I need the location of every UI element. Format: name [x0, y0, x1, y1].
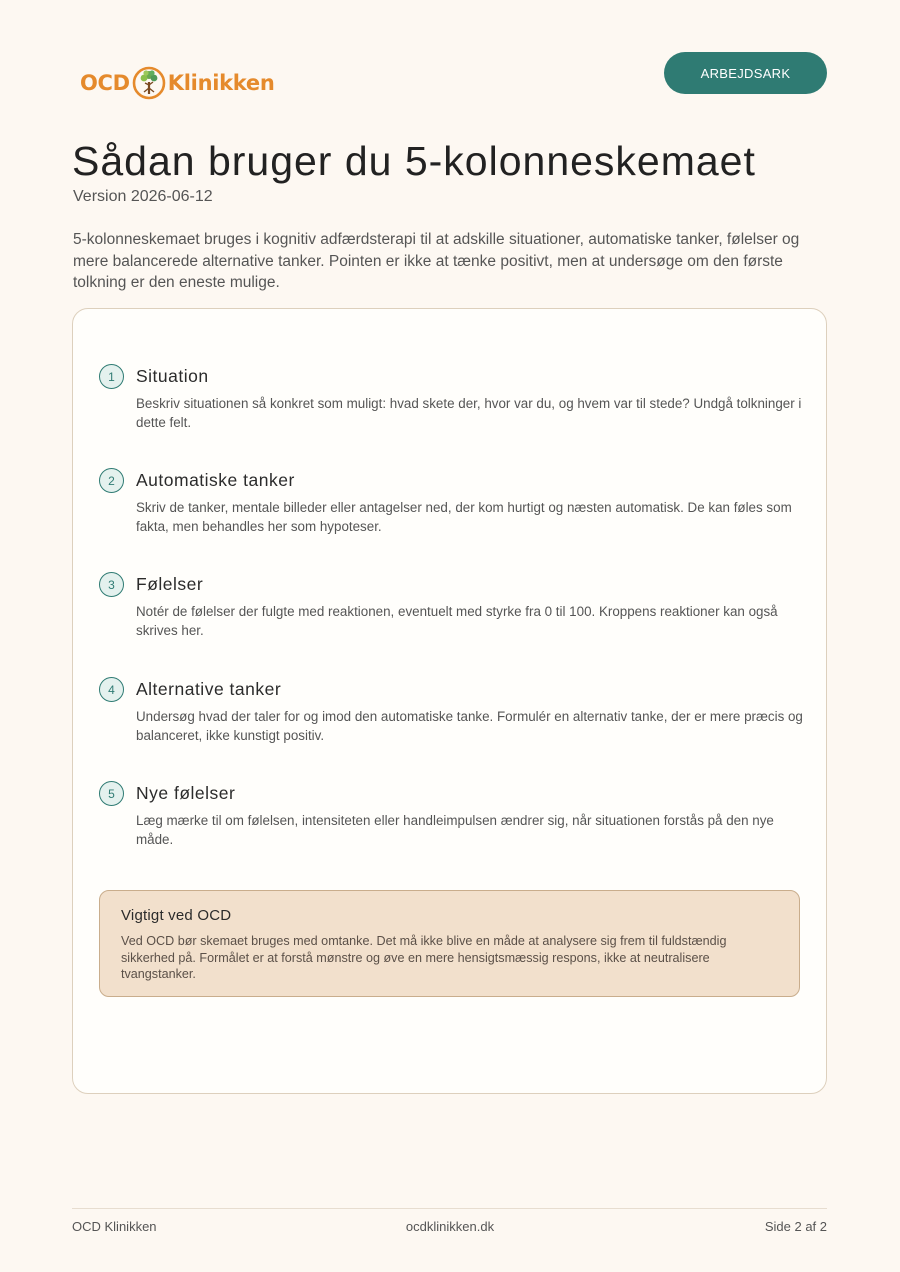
steps-card	[72, 308, 827, 1094]
intro-paragraph: 5-kolonneskemaet bruges i kognitiv adfærdsterapi til at adskille situationer, automatiske tanker, følelser og mere balancerede alternative tanker. Pointen er ikke at tænke positivt, men at undersøge om den første tolkning er den eneste mulige.	[73, 231, 800, 291]
logo-text-klinikken: Klinikken	[167, 71, 275, 95]
step-title: Situation	[136, 366, 209, 386]
ocd-important-note	[99, 890, 800, 997]
footer-page-number: Side 2 af 2	[764, 1219, 827, 1234]
step-description: Undersøg hvad der taler for og imod den automatiske tanke. Formulér en alternativ tanke, der er mere præcis og balanceret, ikke kunstigt positiv.	[136, 709, 803, 743]
step-description: Skriv de tanker, mentale billeder eller antagelser ned, der kom hurtigt og næsten automatisk. De kan føles som fakta, men behandles her som hypoteser.	[136, 500, 792, 534]
step-title: Automatiske tanker	[136, 470, 295, 490]
step-title: Følelser	[136, 574, 204, 594]
step-description: Læg mærke til om følelsen, intensiteten eller handleimpulsen ændrer sig, når situationen forstås på den nye måde.	[136, 813, 774, 847]
footer-clinic-name: OCD Klinikken	[72, 1219, 157, 1234]
tree-logo-icon	[131, 65, 167, 101]
step-number-badge: 3	[99, 572, 124, 597]
footer-website: ocdklinikken.dk	[405, 1219, 495, 1234]
footer-divider	[72, 1208, 827, 1209]
logo-text-ocd: OCD	[80, 71, 130, 95]
step-number-badge: 4	[99, 677, 124, 702]
worksheet-badge: ARBEJDSARK	[664, 52, 827, 94]
step-title: Nye følelser	[136, 783, 236, 803]
step-number-badge: 2	[99, 468, 124, 493]
note-title: Vigtigt ved OCD	[121, 907, 232, 924]
step-number-badge: 5	[99, 781, 124, 806]
version-label: Version 2026-06-12	[73, 188, 213, 205]
clinic-logo	[80, 63, 274, 103]
step-description: Notér de følelser der fulgte med reaktionen, eventuelt med styrke fra 0 til 100. Kroppens reaktioner kan også skrives her.	[136, 604, 778, 638]
step-title: Alternative tanker	[136, 679, 282, 699]
step-description: Beskriv situationen så konkret som muligt: hvad skete der, hvor var du, og hvem var til stede? Undgå tolkninger i dette felt.	[136, 396, 802, 430]
step-number-badge: 1	[99, 364, 124, 389]
note-body: Ved OCD bør skemaet bruges med omtanke. Det må ikke blive en måde at analysere sig frem til fuldstændig sikkerhed på. Formålet er at forstå mønstre og øve en mere hensigtsmæssig respons, ikke at neutralisere tvangstanker.	[121, 934, 727, 981]
page-title: Sådan bruger du 5-kolonneskemaet	[72, 138, 756, 184]
